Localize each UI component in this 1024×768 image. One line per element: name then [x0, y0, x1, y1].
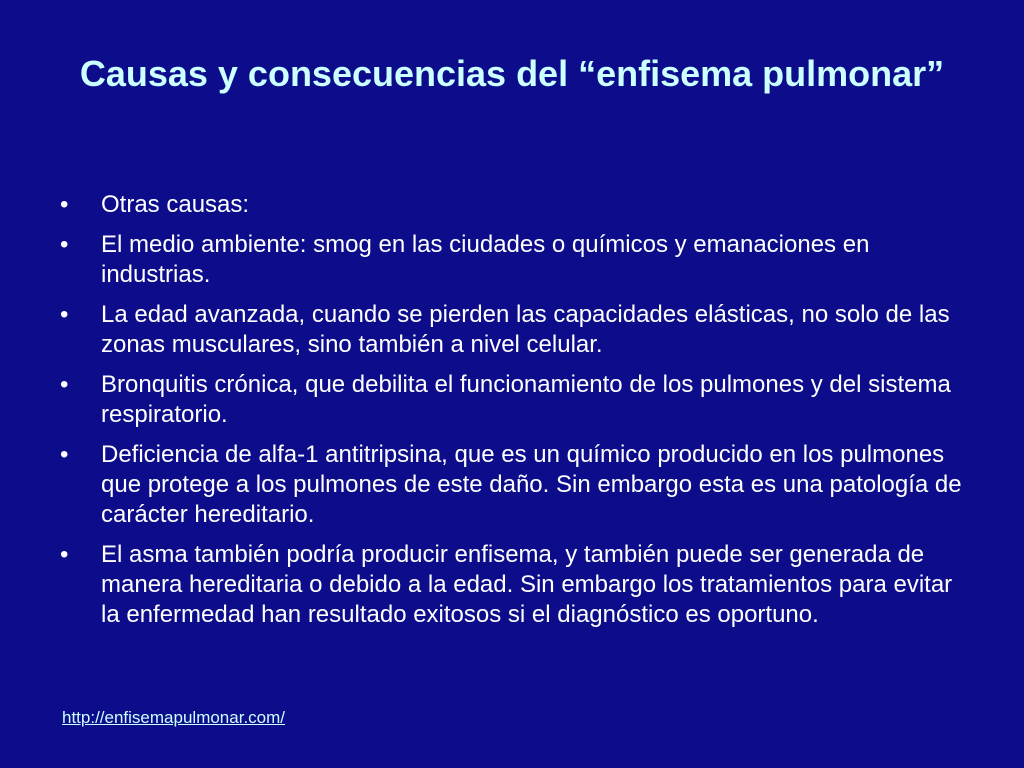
bullet-text: El asma también podría producir enfisema, y también puede ser generada de manera hereditaria o debido a la edad. Sin embargo los tratamientos para evitar la enfermedad han resultado exitosos si el diagnóstico es oportuno.: [101, 541, 953, 628]
bullet-text: El medio ambiente: smog en las ciudades o químicos y emanaciones en industrias.: [101, 231, 870, 288]
bullet-item: [60, 540, 970, 630]
bullet-icon: •: [60, 191, 69, 218]
bullet-item: [60, 440, 970, 530]
bullet-icon: •: [60, 441, 69, 468]
bullet-icon: •: [60, 231, 69, 258]
bullet-text: Deficiencia de alfa-1 antitripsina, que es un químico producido en los pulmones que protege a los pulmones de este daño. Sin embargo esta es una patología de carácter hereditario.: [101, 441, 962, 528]
bullet-icon: •: [60, 541, 69, 568]
bullet-item: [60, 190, 970, 220]
bullet-icon: •: [60, 371, 69, 398]
bullet-item: [60, 370, 970, 430]
bullet-text: La edad avanzada, cuando se pierden las capacidades elásticas, no solo de las zonas musculares, sino también a nivel celular.: [101, 301, 950, 358]
bullet-item: [60, 230, 970, 290]
bullet-icon: •: [60, 301, 69, 328]
bullet-text: Bronquitis crónica, que debilita el funcionamiento de los pulmones y del sistema respiratorio.: [101, 371, 951, 428]
slide-title: Causas y consecuencias del “enfisema pulmonar”: [79, 53, 945, 94]
bullet-list: [60, 190, 970, 640]
bullet-item: [60, 300, 970, 360]
source-link[interactable]: http://enfisemapulmonar.com/: [62, 708, 286, 727]
bullet-text: Otras causas:: [101, 191, 250, 218]
